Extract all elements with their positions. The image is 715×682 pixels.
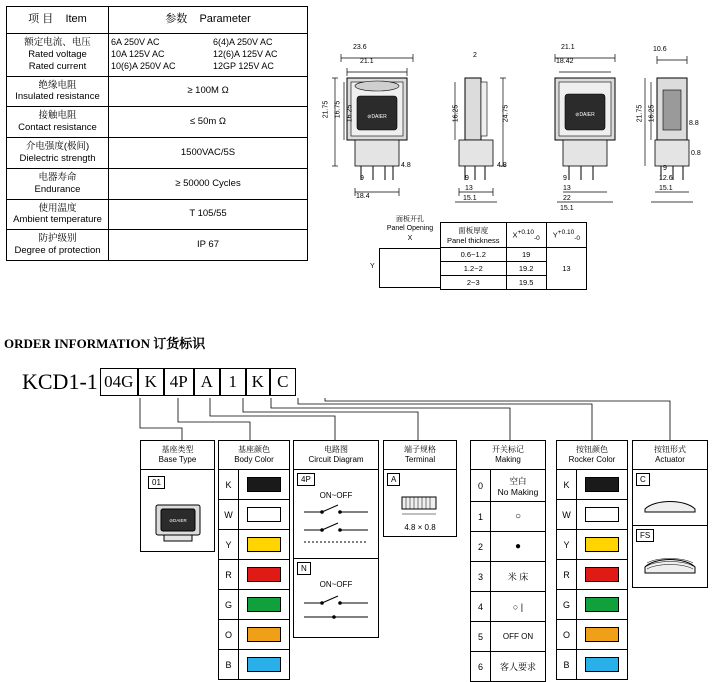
legend-row[interactable] bbox=[294, 469, 378, 489]
rating-left: 10(6)A 250V AC bbox=[111, 61, 176, 72]
order-information-title: ORDER INFORMATION 订货标识 bbox=[4, 336, 206, 351]
legend-row[interactable] bbox=[219, 619, 289, 649]
dim-21-1: 21.1 bbox=[360, 58, 374, 65]
color-swatch-b bbox=[247, 657, 281, 672]
row-value-insulation: ≥ 100M Ω bbox=[109, 76, 308, 107]
row-label-en1: Insulated resistance bbox=[15, 91, 100, 103]
header-param-cn: 参数 bbox=[165, 13, 188, 25]
making-mark: ● bbox=[514, 541, 522, 552]
legend-key: 1 bbox=[471, 502, 491, 531]
rating-right: 12GP 125V AC bbox=[213, 61, 274, 72]
row-value-dielectric: 1500VAC/5S bbox=[109, 138, 308, 169]
legend-key: Y bbox=[557, 530, 577, 559]
legend-header-en: Actuator bbox=[655, 455, 685, 464]
legend-header-en: Terminal bbox=[404, 455, 436, 464]
table-row bbox=[7, 107, 308, 138]
table-row bbox=[441, 248, 587, 262]
dim-21-75: 21.75 bbox=[322, 100, 330, 119]
making-mark: 米 床 bbox=[507, 572, 529, 582]
legend-key: FS bbox=[636, 529, 654, 542]
dim-15-1b: 15.1 bbox=[560, 205, 574, 212]
dim-18-4: 18.4 bbox=[356, 193, 370, 200]
header-item-cell bbox=[7, 7, 109, 34]
legend-row[interactable] bbox=[219, 649, 289, 679]
table-row bbox=[111, 61, 305, 72]
legend-key: 4 bbox=[471, 592, 491, 621]
panel-opening-y-label: Y bbox=[370, 263, 375, 271]
dim-0-8: 0.8 bbox=[691, 150, 701, 157]
rocker-swatch-r bbox=[585, 567, 619, 582]
legend-row[interactable] bbox=[557, 469, 627, 499]
row-label-protection bbox=[7, 230, 109, 261]
dim-4-8: 4.8 bbox=[401, 162, 411, 169]
legend-row[interactable] bbox=[141, 469, 214, 495]
dim-9c: 9 bbox=[563, 175, 567, 182]
color-swatch-k bbox=[247, 477, 281, 492]
dim-13b: 13 bbox=[563, 185, 571, 192]
row-label-cn: 绝缘电阻 bbox=[38, 79, 77, 91]
legend-header-cn: 按钮形式 bbox=[654, 445, 686, 454]
panel-opening-rect bbox=[370, 248, 441, 288]
terminal-icon bbox=[392, 493, 448, 519]
thickness-head-cell bbox=[441, 223, 507, 248]
table-header-row bbox=[7, 7, 308, 34]
panel-opening-en: Panel Opening bbox=[386, 225, 434, 233]
table-row bbox=[7, 168, 308, 199]
rating-right: 6(4)A 250V AC bbox=[213, 36, 273, 47]
rocker-swatch-k bbox=[585, 477, 619, 492]
dim-9b: 9 bbox=[465, 175, 469, 182]
row-label-cn: 介电强度(极间) bbox=[25, 141, 90, 152]
legend-header-cn: 按钮颜色 bbox=[576, 445, 608, 454]
order-code-row bbox=[22, 368, 296, 396]
legend-key: 4P bbox=[297, 473, 315, 486]
legend-row[interactable] bbox=[557, 529, 627, 559]
legend-header bbox=[557, 441, 627, 469]
legend-header-cn: 开关标记 bbox=[492, 445, 524, 454]
legend-header-en: Circuit Diagram bbox=[308, 455, 364, 464]
thickness-col-x: $X^{+0.10}_{-0}$ bbox=[506, 223, 546, 248]
legend-row[interactable] bbox=[219, 499, 289, 529]
legend-header-cn: 基座颜色 bbox=[238, 445, 270, 454]
rating-left: 10A 125V AC bbox=[111, 49, 165, 59]
drawing-section-view bbox=[635, 40, 715, 220]
actuator-ribbed-icon bbox=[639, 549, 701, 581]
legend-row[interactable] bbox=[633, 525, 707, 545]
row-label-endurance bbox=[7, 168, 109, 199]
order-code-box-base-type[interactable]: 04G bbox=[100, 368, 138, 396]
circuit-label: ON~OFF bbox=[319, 580, 353, 589]
thickness-col-y: $Y^{+0.10}_{-0}$ bbox=[546, 223, 586, 248]
svg-text:⊘DAIER: ⊘DAIER bbox=[575, 112, 595, 118]
legend-key: 2 bbox=[471, 532, 491, 561]
terminal-size-label: 4.8 × 0.8 bbox=[404, 523, 436, 532]
col-y-letter: Y bbox=[552, 230, 558, 239]
svg-text:⊘DAIER: ⊘DAIER bbox=[367, 114, 387, 120]
row-value-rated bbox=[109, 33, 308, 76]
legend-key: 0 bbox=[471, 470, 491, 501]
legend-actuator bbox=[632, 440, 708, 588]
thickness-range: 1.2~2 bbox=[441, 262, 507, 276]
dim-8-8: 8.8 bbox=[689, 120, 699, 127]
drawing-side-view bbox=[435, 40, 525, 220]
row-value-contact: ≤ 50m Ω bbox=[109, 107, 308, 138]
actuator-flat-icon bbox=[639, 493, 701, 519]
header-param-en: Parameter bbox=[199, 13, 251, 25]
row-label-en1: Ambient temperature bbox=[13, 214, 102, 226]
dim-16-75: 16.75 bbox=[334, 100, 342, 119]
rocker-swatch-y bbox=[585, 537, 619, 552]
making-mark: ○ | bbox=[512, 601, 524, 612]
color-swatch-y bbox=[247, 537, 281, 552]
legend-key: R bbox=[557, 560, 577, 589]
order-code-box-terminal[interactable]: A bbox=[194, 368, 220, 396]
order-code-box-body-color[interactable]: K bbox=[138, 368, 164, 396]
legend-key: 01 bbox=[148, 476, 165, 489]
row-label-insulation bbox=[7, 76, 109, 107]
legend-key: G bbox=[219, 590, 239, 619]
order-code-box-rocker-color[interactable]: K bbox=[246, 368, 270, 396]
table-header-row bbox=[441, 223, 587, 248]
header-item-en: Item bbox=[65, 13, 87, 25]
legend-key: G bbox=[557, 590, 577, 619]
thickness-x: 19.2 bbox=[506, 262, 546, 276]
legend-header-cn: 端子规格 bbox=[404, 445, 436, 454]
color-swatch-r bbox=[247, 567, 281, 582]
rocker-swatch-w bbox=[585, 507, 619, 522]
table-row bbox=[7, 76, 308, 107]
dim-22: 22 bbox=[563, 195, 571, 202]
legend-header bbox=[471, 441, 545, 469]
terminal-drawing bbox=[384, 489, 456, 536]
drawing-front-view bbox=[327, 40, 437, 220]
order-code-box-circuit[interactable]: 4P bbox=[164, 368, 194, 396]
legend-row-image bbox=[141, 495, 214, 551]
legend-key: 5 bbox=[471, 622, 491, 651]
row-label-en1: Dielectric strength bbox=[19, 152, 96, 164]
legend-row[interactable] bbox=[471, 621, 545, 651]
legend-header-cn: 基座类型 bbox=[161, 445, 194, 454]
making-mark: 客人要求 bbox=[499, 662, 536, 672]
legend-key: O bbox=[557, 620, 577, 649]
legend-key: A bbox=[387, 473, 400, 486]
color-swatch-o bbox=[247, 627, 281, 642]
actuator-flat-drawing bbox=[633, 489, 707, 525]
making-mark: ○ bbox=[514, 511, 522, 522]
table-row bbox=[111, 49, 305, 60]
dim-16-25b: 16.25 bbox=[452, 104, 460, 123]
panel-thickness-table bbox=[440, 222, 587, 290]
legend-row[interactable] bbox=[294, 558, 378, 578]
legend-key: N bbox=[297, 562, 311, 575]
rocker-swatch-g bbox=[585, 597, 619, 612]
rocker-swatch-b bbox=[585, 657, 619, 672]
color-swatch-w bbox=[247, 507, 281, 522]
panel-opening-x-label: X bbox=[407, 235, 413, 243]
dim-12-6: 12.6 bbox=[659, 175, 673, 182]
legend-header bbox=[384, 441, 456, 469]
legend-row[interactable] bbox=[557, 559, 627, 589]
dim-15-1c: 15.1 bbox=[659, 185, 673, 192]
circuit-diagram-4p bbox=[294, 489, 378, 558]
legend-header-en: Base Type bbox=[158, 455, 197, 464]
legend-body-color bbox=[218, 440, 290, 680]
legend-header-en: Making bbox=[495, 455, 521, 464]
row-value-temperature: T 105/55 bbox=[109, 199, 308, 230]
dim-16-25: 16.25 bbox=[346, 104, 354, 123]
legend-row[interactable] bbox=[471, 469, 545, 501]
legend-row[interactable] bbox=[219, 529, 289, 559]
row-label-dielectric bbox=[7, 138, 109, 169]
legend-header bbox=[219, 441, 289, 469]
legend-key: K bbox=[219, 470, 239, 499]
header-param-cell bbox=[109, 7, 308, 34]
legend-row[interactable] bbox=[219, 589, 289, 619]
thickness-x: 19 bbox=[506, 248, 546, 262]
legend-key: B bbox=[219, 650, 239, 679]
order-code-box-actuator[interactable]: C bbox=[270, 368, 296, 396]
thickness-head-en: Panel thickness bbox=[447, 236, 500, 245]
specification-table bbox=[6, 6, 308, 261]
legend-row[interactable] bbox=[471, 561, 545, 591]
row-label-cn: 防护级别 bbox=[38, 233, 77, 245]
row-value-protection: IP 67 bbox=[109, 230, 308, 261]
legend-key: Y bbox=[219, 530, 239, 559]
thickness-x: 19.5 bbox=[506, 276, 546, 290]
technical-drawings bbox=[315, 10, 711, 310]
legend-row[interactable] bbox=[557, 589, 627, 619]
legend-row[interactable] bbox=[384, 469, 456, 489]
legend-key: R bbox=[219, 560, 239, 589]
row-label-cn: 接触电阻 bbox=[38, 110, 77, 122]
order-code-prefix: KCD1-1 bbox=[22, 369, 98, 394]
row-label-contact bbox=[7, 107, 109, 138]
legend-header-en: Rocker Color bbox=[568, 455, 616, 464]
legend-key: K bbox=[557, 470, 577, 499]
legend-row[interactable] bbox=[471, 501, 545, 531]
legend-row[interactable] bbox=[633, 469, 707, 489]
legend-row[interactable] bbox=[219, 469, 289, 499]
thickness-y: 13 bbox=[546, 248, 586, 290]
row-label-cn: 额定电流、电压 bbox=[24, 36, 91, 48]
rating-left: 6A 250V AC bbox=[111, 36, 160, 47]
color-swatch-g bbox=[247, 597, 281, 612]
row-label-en1: Contact resistance bbox=[18, 122, 97, 134]
actuator-ribbed-drawing bbox=[633, 545, 707, 587]
legend-header bbox=[141, 441, 214, 469]
order-code-box-making[interactable]: 1 bbox=[220, 368, 246, 396]
circuit-schematic-icon bbox=[298, 589, 374, 629]
dim-9d: 9 bbox=[663, 165, 667, 172]
circuit-label: ON~OFF bbox=[319, 491, 353, 500]
dim-21-75b: 21.75 bbox=[636, 104, 644, 123]
panel-opening-cn: 面板开孔 bbox=[396, 216, 424, 223]
legend-rocker-color bbox=[556, 440, 628, 680]
making-en: No Making bbox=[497, 486, 539, 497]
dim-2: 2 bbox=[473, 52, 477, 59]
dim-16-25c: 16.25 bbox=[648, 104, 656, 123]
legend-key: W bbox=[219, 500, 239, 529]
legend-row[interactable] bbox=[471, 531, 545, 561]
table-row bbox=[7, 230, 308, 261]
dim-18-42: 18.42 bbox=[556, 58, 574, 65]
table-row bbox=[7, 33, 308, 76]
legend-header-en: Body Color bbox=[234, 455, 274, 464]
dim-15-1: 15.1 bbox=[463, 195, 477, 202]
row-label-en2: Rated current bbox=[28, 60, 87, 72]
row-label-temperature bbox=[7, 199, 109, 230]
legend-terminal bbox=[383, 440, 457, 537]
legend-base-type bbox=[140, 440, 215, 552]
legend-row[interactable] bbox=[557, 499, 627, 529]
legend-row[interactable] bbox=[557, 619, 627, 649]
row-label-rated bbox=[7, 33, 109, 76]
circuit-diagram-n bbox=[294, 578, 378, 637]
col-x-letter: X bbox=[512, 230, 518, 239]
table-row bbox=[7, 138, 308, 169]
circuit-schematic-icon bbox=[298, 500, 374, 550]
dim-24-75: 24.75 bbox=[502, 104, 510, 123]
legend-circuit-diagram bbox=[293, 440, 379, 638]
row-value-endurance: ≥ 50000 Cycles bbox=[109, 168, 308, 199]
legend-key: B bbox=[557, 650, 577, 679]
thickness-range: 2~3 bbox=[441, 276, 507, 290]
legend-key: 6 bbox=[471, 652, 491, 681]
legend-row[interactable] bbox=[471, 591, 545, 621]
drawing-rear-view bbox=[533, 40, 643, 220]
row-label-cn: 使用温度 bbox=[38, 202, 77, 214]
thickness-head-cn: 面板厚度 bbox=[458, 226, 489, 235]
legend-key: C bbox=[636, 473, 650, 486]
legend-key: O bbox=[219, 620, 239, 649]
row-label-en1: Degree of protection bbox=[14, 245, 101, 257]
making-cn: 空白 bbox=[509, 475, 527, 486]
svg-text:⊘DAIER: ⊘DAIER bbox=[168, 518, 187, 523]
making-mark: OFF ON bbox=[502, 632, 534, 641]
table-row bbox=[111, 37, 305, 48]
legend-header bbox=[294, 441, 378, 469]
dim-21-1b: 21.1 bbox=[561, 44, 575, 51]
dim-10-6: 10.6 bbox=[653, 46, 667, 53]
legend-row[interactable] bbox=[471, 651, 545, 681]
legend-making bbox=[470, 440, 546, 682]
header-item-cn: 项 目 bbox=[28, 13, 54, 25]
rating-right: 12(6)A 125V AC bbox=[213, 49, 278, 59]
rocker-swatch-o bbox=[585, 627, 619, 642]
dim-9: 9 bbox=[360, 175, 364, 182]
thickness-range: 0.6~1.2 bbox=[441, 248, 507, 262]
row-label-en1: Endurance bbox=[34, 183, 81, 195]
legend-key: 3 bbox=[471, 562, 491, 591]
dim-13: 13 bbox=[465, 185, 473, 192]
legend-key: W bbox=[557, 500, 577, 529]
base-body-drawing-icon bbox=[150, 499, 206, 547]
table-row bbox=[7, 199, 308, 230]
legend-header bbox=[633, 441, 707, 469]
dim-4-8b: 4.8 bbox=[497, 162, 507, 169]
legend-row[interactable] bbox=[557, 649, 627, 679]
legend-row[interactable] bbox=[219, 559, 289, 589]
legend-header-cn: 电路图 bbox=[324, 445, 348, 454]
dim-23-6: 23.6 bbox=[353, 44, 367, 51]
row-label-en1: Rated voltage bbox=[28, 48, 87, 60]
row-label-cn: 电器寿命 bbox=[38, 171, 77, 183]
